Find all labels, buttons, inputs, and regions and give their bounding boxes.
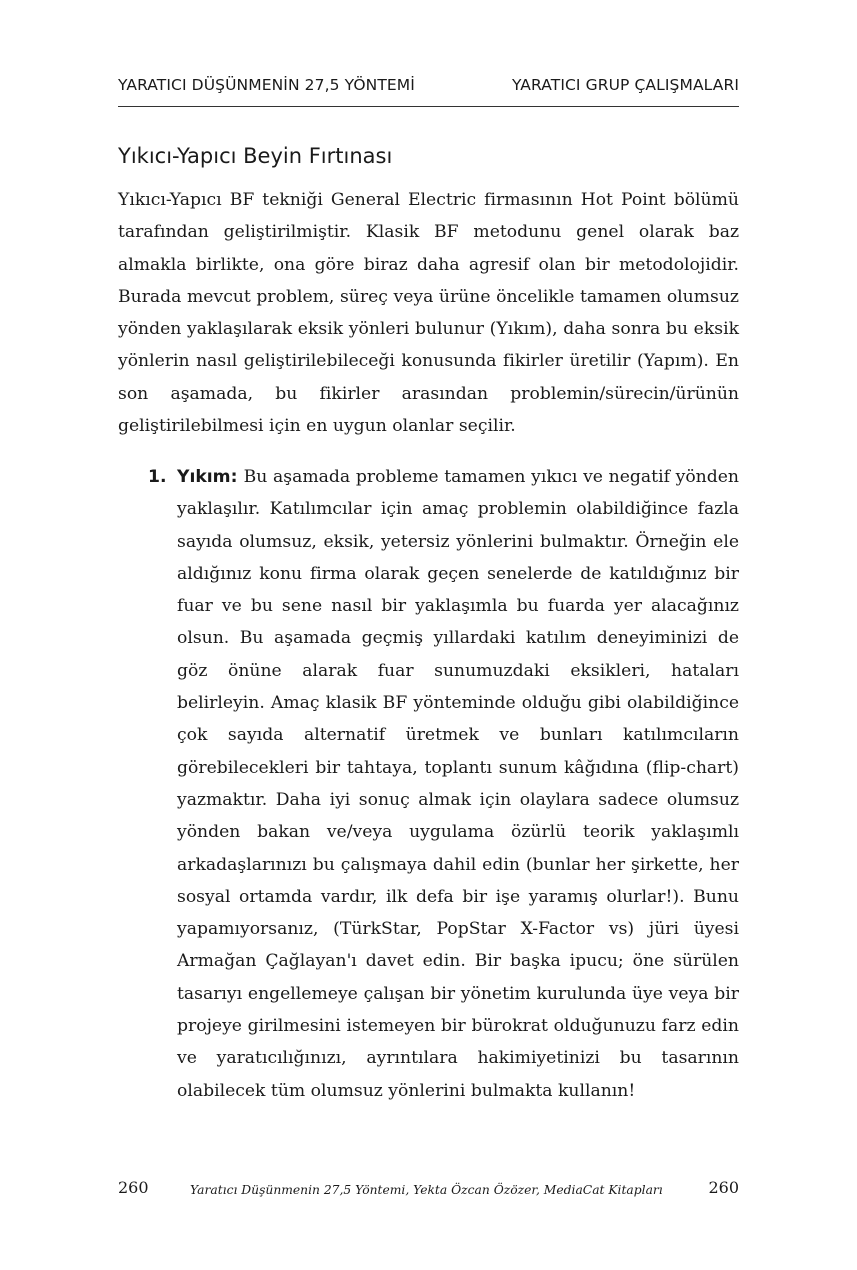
book-title-header: YARATICI DÜŞÜNMENİN 27,5 YÖNTEMİ	[118, 76, 415, 94]
list-item-number: 1.	[148, 467, 167, 487]
footer-credit: Yaratıcı Düşünmenin 27,5 Yöntemi, Yekta Özcan Özözer, MediaCat Kitapları	[190, 1183, 663, 1197]
steps-list	[148, 461, 739, 1107]
list-item-term: Yıkım:	[177, 467, 244, 487]
page-number-left: 260	[118, 1178, 149, 1197]
page-number-right: 260	[708, 1178, 739, 1197]
section-title: Yıkıcı-Yapıcı Beyin Fırtınası	[118, 144, 393, 168]
running-header	[118, 74, 739, 107]
page-footer	[118, 1178, 739, 1208]
intro-paragraph: Yıkıcı-Yapıcı BF tekniği General Electric firmasının Hot Point bölümü tarafından geliştirilmiştir. Klasik BF metodunu genel olarak baz almakla birlikte, ona göre biraz daha agresif olan bir metodolojidir. Burada mevcut problem, süreç veya ürüne öncelikle tamamen olumsuz yönden yaklaşılarak eksik yönleri bulunur (Yıkım), daha sonra bu eksik yönlerin nasıl geliştirilebileceği konusunda fikirler üretilir (Yapım). En son aşamada, bu fikirler arasından problemin/sürecin/ürünün geliştirilebilmesi için en uygun olanlar seçilir.	[118, 190, 739, 437]
book-page	[118, 0, 739, 1270]
list-item-text: Bu aşamada probleme tamamen yıkıcı ve negatif yönden yaklaşılır. Katılımcılar için amaç problemin olabildiğince fazla sayıda olumsuz, eksik, yetersiz yönlerini bulmaktır. Örneğin ele aldığınız konu firma olarak geçen senelerde de katıldığınız bir fuar ve bu sene nasıl bir yaklaşımla bu fuarda yer alacağınız olsun. Bu aşamada geçmiş yıllardaki katılım deneyiminizi de göz önüne alarak fuar sunumuzdaki eksikleri, hataları belirleyin. Amaç klasik BF yönteminde olduğu gibi olabildiğince çok sayıda alternatif üretmek ve bunları katılımcıların görebilecekleri bir tahtaya, toplantı sunum kâğıdına (flip-chart) yazmaktır. Daha iyi sonuç almak için olaylara sadece olumsuz yönden bakan ve/veya uygulama özürlü teorik yaklaşımlı arkadaşlarınızı bu çalışmaya dahil edin (bunlar her şirkette, her sosyal ortamda vardır, ilk defa bir işe yaramış olurlar!). Bunu yapamıyorsanız, (TürkStar, PopStar X-Factor vs) jüri üyesi Armağan Çağlayan'ı davet edin. Bir başka ipucu; öne sürülen tasarıyı engellemeye çalışan bir yönetim kurulunda üye veya bir projeye girilmesini istemeyen bir bürokrat olduğunuzu farz edin ve yaratıcılığınızı, ayrıntılara hakimiyetinizi bu tasarının olabilecek tüm olumsuz yönlerini bulmakta kullanın!	[177, 467, 739, 1101]
chapter-title-header: YARATICI GRUP ÇALIŞMALARI	[511, 76, 739, 94]
list-item	[148, 461, 739, 1107]
